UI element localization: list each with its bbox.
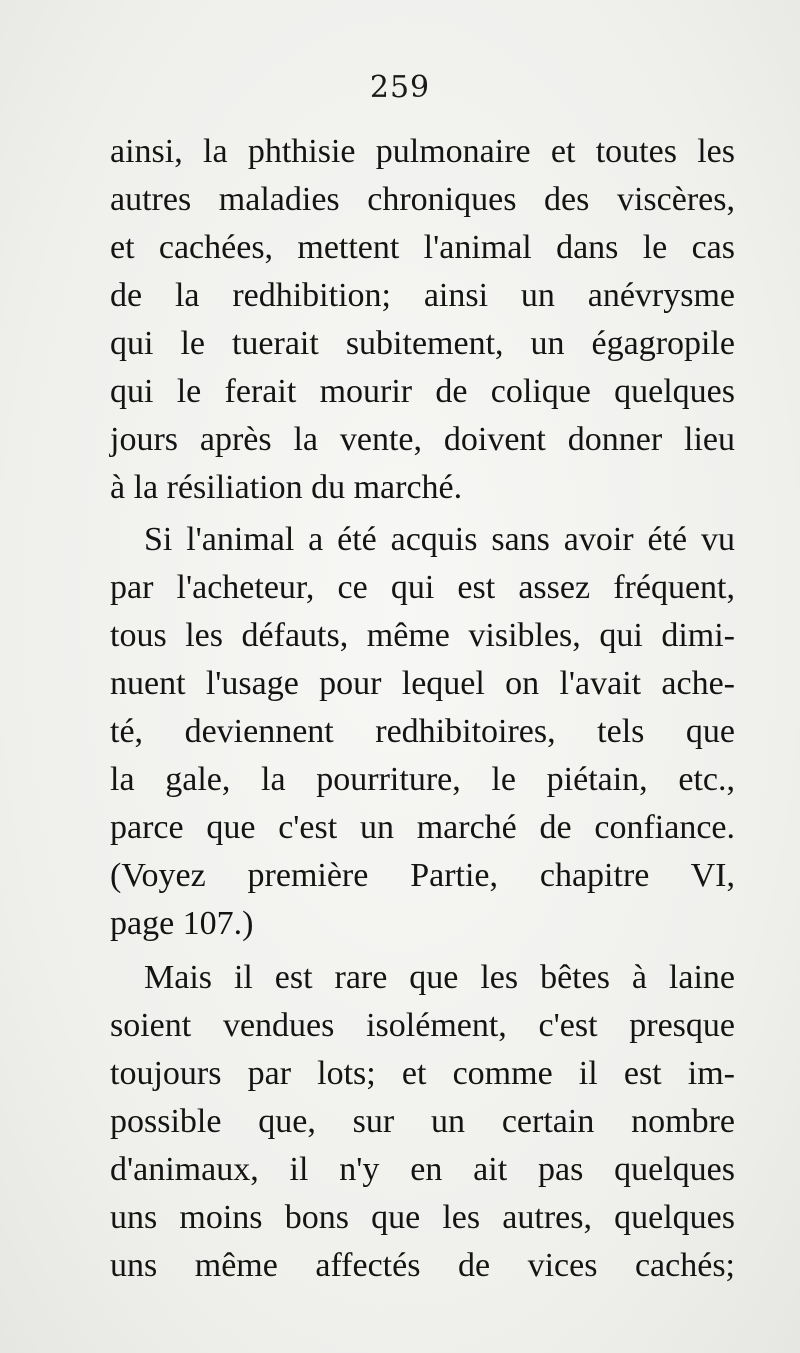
text-line: té, deviennent redhibitoires, tels que [110, 713, 735, 750]
text-line: page 107.) [110, 905, 254, 942]
text-line: qui le tuerait subitement, un égagropile [110, 325, 735, 362]
text-line: uns moins bons que les autres, quelques [110, 1199, 735, 1236]
paragraph-1 [110, 128, 735, 512]
text-line: parce que c'est un marché de confiance. [110, 809, 735, 846]
text-line: la gale, la pourriture, le piétain, etc., [110, 761, 735, 798]
body-text [110, 128, 735, 1290]
text-line: Mais il est rare que les bêtes à laine [144, 959, 735, 996]
text-line: à la résiliation du marché. [110, 469, 463, 506]
text-line: Si l'animal a été acquis sans avoir été vu [144, 521, 735, 558]
text-line: possible que, sur un certain nombre [110, 1103, 735, 1140]
text-line: soient vendues isolément, c'est presque [110, 1007, 735, 1044]
text-line: ainsi, la phthisie pulmonaire et toutes les [110, 133, 735, 170]
text-line: jours après la vente, doivent donner lieu [110, 421, 735, 458]
text-line: qui le ferait mourir de colique quelques [110, 373, 735, 410]
paragraph-2 [110, 516, 735, 948]
paragraph-3 [110, 954, 735, 1290]
text-line: de la redhibition; ainsi un anévrysme [110, 277, 735, 314]
text-line: d'animaux, il n'y en ait pas quelques [110, 1151, 735, 1188]
text-line: nuent l'usage pour lequel on l'avait ache- [110, 665, 735, 702]
text-line: toujours par lots; et comme il est im- [110, 1055, 735, 1092]
text-line: et cachées, mettent l'animal dans le cas [110, 229, 735, 266]
text-line: par l'acheteur, ce qui est assez fréquent, [110, 569, 735, 606]
page-number: 259 [369, 70, 431, 105]
text-line: (Voyez première Partie, chapitre VI, [110, 857, 735, 894]
text-line: tous les défauts, même visibles, qui dimi- [110, 617, 735, 654]
text-line: autres maladies chroniques des viscères, [110, 181, 735, 218]
text-line: uns même affectés de vices cachés; [110, 1247, 735, 1284]
